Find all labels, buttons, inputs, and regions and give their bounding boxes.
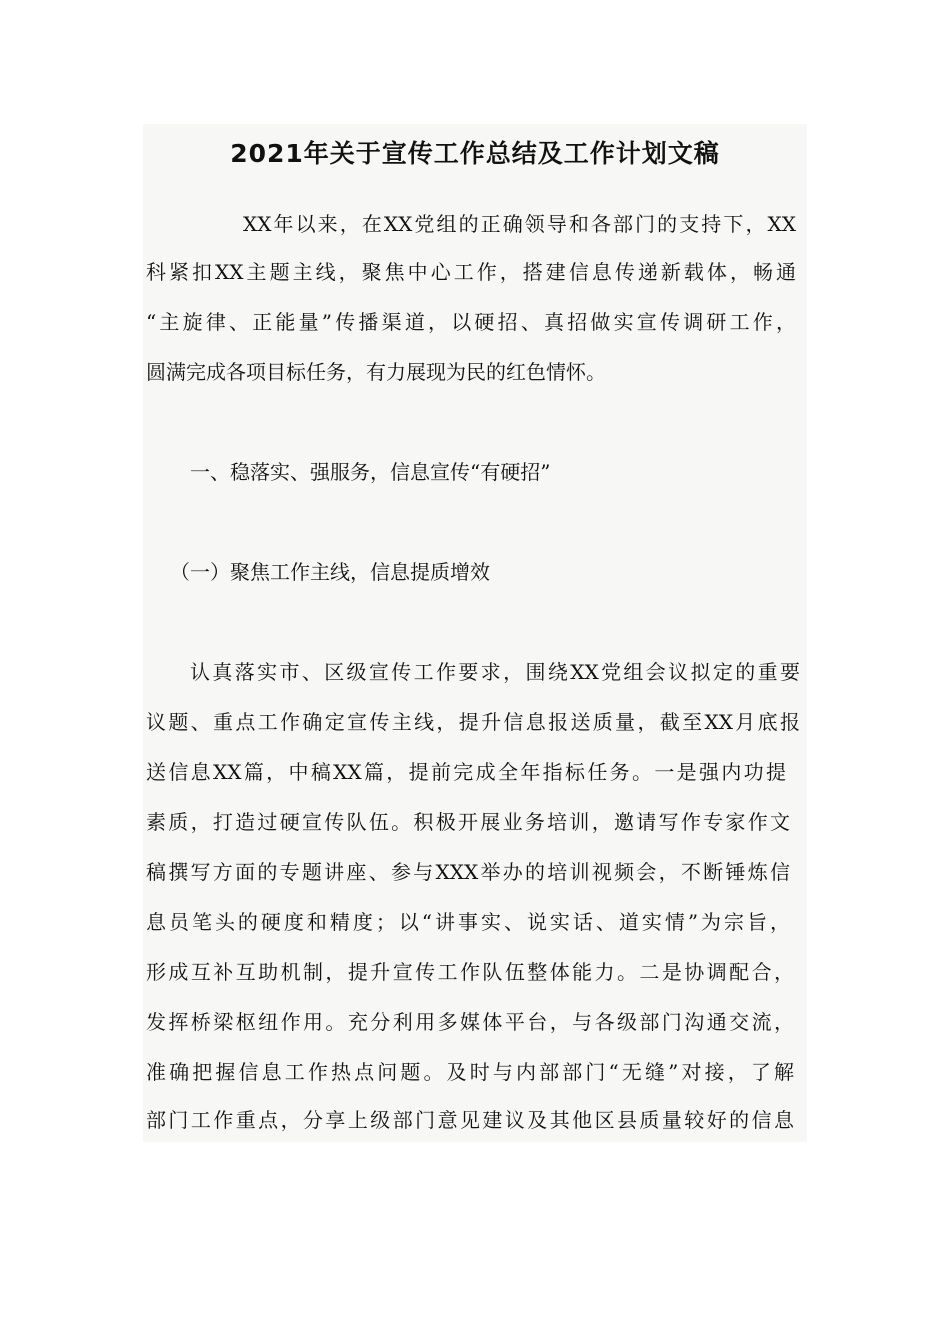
document-title: 2021年关于宣传工作总结及工作计划文稿 xyxy=(230,139,720,168)
body-line-3: 送信息XX篇，中稿XX篇，提前完成全年指标任务。一是强内功提 xyxy=(146,760,786,784)
body-line-10: 部门工作重点，分享上级部门意见建议及其他区县质量较好的信息 xyxy=(146,1108,794,1132)
body-line-6: 息员笔头的硬度和精度；以“讲事实、说实话、道实情”为宗旨， xyxy=(146,910,790,934)
body-line-1: 认真落实市、区级宣传工作要求，围绕XX党组会议拟定的重要 xyxy=(190,660,800,684)
intro-line-3: “主旋律、正能量”传播渠道，以硬招、真招做实宣传调研工作， xyxy=(146,310,796,334)
body-line-2: 议题、重点工作确定宣传主线，提升信息报送质量，截至XX月底报 xyxy=(146,710,800,734)
body-line-8: 发挥桥梁枢纽作用。充分利用多媒体平台，与各级部门沟通交流， xyxy=(146,1010,794,1034)
body-line-5: 稿撰写方面的专题讲座、参与XXX举办的培训视频会，不断锤炼信 xyxy=(146,860,790,884)
intro-line-2: 科紧扣XX主题主线，聚焦中心工作，搭建信息传递新载体，畅通 xyxy=(146,260,796,284)
body-line-7: 形成互补互助机制，提升宣传工作队伍整体能力。二是协调配合， xyxy=(146,960,794,984)
subsection-heading: （一）聚焦工作主线，信息提质增效 xyxy=(170,560,490,584)
body-line-4: 素质，打造过硬宣传队伍。积极开展业务培训，邀请写作专家作文 xyxy=(146,810,790,834)
body-line-9: 准确把握信息工作热点问题。及时与内部部门“无缝”对接，了解 xyxy=(146,1060,794,1084)
intro-line-4: 圆满完成各项目标任务，有力展现为民的红色情怀。 xyxy=(146,360,606,384)
intro-line-1: XX年以来，在XX党组的正确领导和各部门的支持下，XX xyxy=(243,212,796,236)
section-heading: 一、稳落实、强服务，信息宣传“有硬招” xyxy=(190,460,551,484)
